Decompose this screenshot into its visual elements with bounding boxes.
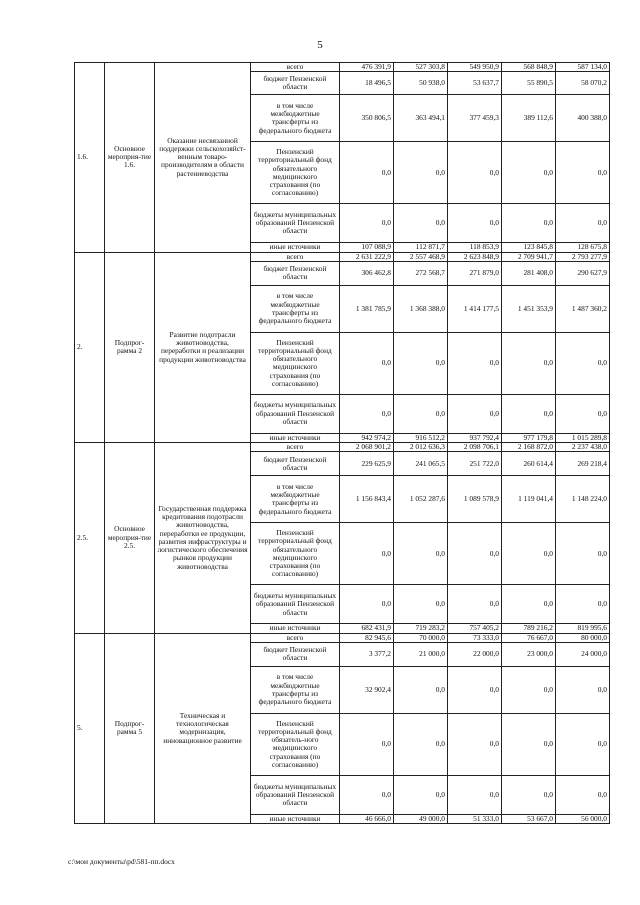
funding-amount: 128 675,8 (556, 243, 610, 252)
funding-amount: 107 088,9 (340, 243, 394, 252)
funding-amount: 0,0 (502, 204, 556, 243)
funding-amount: 24 000,0 (556, 642, 610, 666)
item-name: Техническая и технологическая модернизация, инновационное развитие (155, 633, 251, 824)
funding-amount: 0,0 (394, 394, 448, 433)
funding-amount: 0,0 (502, 775, 556, 814)
funding-amount: 70 000,0 (394, 633, 448, 642)
funding-source: бюджеты муниципальных образований Пензенской области (251, 394, 340, 433)
funding-amount: 0,0 (340, 142, 394, 204)
funding-amount: 2 068 901,2 (340, 443, 394, 452)
funding-source: Пензенский территориальный фонд обязательного медицинского страхования (по согласованию) (251, 142, 340, 204)
funding-amount: 0,0 (556, 713, 610, 775)
funding-amount: 0,0 (502, 666, 556, 713)
item-type: Основное мероприя-тие 1.6. (105, 63, 155, 253)
funding-amount: 0,0 (502, 332, 556, 394)
funding-amount: 1 414 177,5 (448, 285, 502, 332)
funding-amount: 527 303,8 (394, 63, 448, 72)
funding-amount: 53 637,7 (448, 72, 502, 95)
funding-source: всего (251, 63, 340, 72)
funding-amount: 1 052 287,6 (394, 476, 448, 523)
funding-amount: 377 459,3 (448, 95, 502, 142)
item-type: Основное мероприя-тие 2.5. (105, 443, 155, 634)
funding-amount: 82 945,6 (340, 633, 394, 642)
item-number: 2.5. (75, 443, 105, 634)
funding-amount: 977 179,8 (502, 433, 556, 442)
funding-amount: 476 391,9 (340, 63, 394, 72)
funding-amount: 0,0 (340, 332, 394, 394)
funding-amount: 0,0 (556, 523, 610, 585)
funding-amount: 251 722,0 (448, 452, 502, 476)
funding-amount: 1 015 289,8 (556, 433, 610, 442)
funding-amount: 49 000,0 (394, 814, 448, 823)
funding-source: бюджет Пензенской области (251, 642, 340, 666)
page-number: 5 (317, 39, 323, 51)
funding-amount: 2 793 277,9 (556, 252, 610, 261)
funding-amount: 0,0 (448, 332, 502, 394)
funding-amount: 241 065,5 (394, 452, 448, 476)
funding-amount: 682 431,9 (340, 624, 394, 633)
funding-amount: 1 089 578,9 (448, 476, 502, 523)
funding-amount: 0,0 (394, 142, 448, 204)
funding-amount: 229 625,9 (340, 452, 394, 476)
funding-amount: 260 614,4 (502, 452, 556, 476)
funding-amount: 56 000,0 (556, 814, 610, 823)
funding-amount: 50 938,0 (394, 72, 448, 95)
funding-amount: 112 871,7 (394, 243, 448, 252)
funding-amount: 46 666,0 (340, 814, 394, 823)
funding-amount: 0,0 (448, 523, 502, 585)
file-path-footer: c:\мои документы\pd\581-пп.docx (68, 857, 175, 866)
funding-amount: 400 388,0 (556, 95, 610, 142)
funding-amount: 0,0 (448, 666, 502, 713)
funding-amount: 2 168 872,0 (502, 443, 556, 452)
item-name: Оказание несвязанной поддержки сельскохозяйст-венным товаро-производителям в области растениеводства (155, 63, 251, 253)
funding-source: бюджеты муниципальных образований Пензенской области (251, 204, 340, 243)
funding-amount: 23 000,0 (502, 642, 556, 666)
funding-source: всего (251, 443, 340, 452)
funding-amount: 0,0 (448, 775, 502, 814)
funding-amount: 58 070,2 (556, 72, 610, 95)
funding-amount: 1 156 843,4 (340, 476, 394, 523)
funding-source: бюджет Пензенской области (251, 261, 340, 285)
funding-amount: 2 237 438,0 (556, 443, 610, 452)
funding-amount: 0,0 (340, 523, 394, 585)
funding-amount: 0,0 (340, 204, 394, 243)
funding-amount: 942 974,2 (340, 433, 394, 442)
funding-amount: 0,0 (394, 585, 448, 624)
funding-amount: 55 890,5 (502, 72, 556, 95)
funding-amount: 0,0 (340, 585, 394, 624)
funding-amount: 272 568,7 (394, 261, 448, 285)
funding-amount: 350 806,5 (340, 95, 394, 142)
funding-source: в том числе межбюджетные трансферты из федерального бюджета (251, 95, 340, 142)
funding-amount: 3 377,2 (340, 642, 394, 666)
funding-amount: 2 631 222,9 (340, 252, 394, 261)
funding-amount: 0,0 (502, 713, 556, 775)
funding-amount: 916 512,2 (394, 433, 448, 442)
funding-amount: 1 148 224,0 (556, 476, 610, 523)
funding-amount: 32 902,4 (340, 666, 394, 713)
funding-source: всего (251, 633, 340, 642)
funding-amount: 2 098 706,1 (448, 443, 502, 452)
funding-amount: 51 333,0 (448, 814, 502, 823)
funding-amount: 549 950,9 (448, 63, 502, 72)
funding-amount: 0,0 (556, 332, 610, 394)
funding-amount: 0,0 (340, 394, 394, 433)
funding-amount: 0,0 (394, 666, 448, 713)
funding-source: иные источники (251, 624, 340, 633)
funding-source: бюджет Пензенской области (251, 452, 340, 476)
funding-amount: 2 557 468,9 (394, 252, 448, 261)
funding-amount: 719 283,2 (394, 624, 448, 633)
table-row (75, 633, 610, 642)
funding-amount: 1 487 360,2 (556, 285, 610, 332)
funding-amount: 789 216,2 (502, 624, 556, 633)
funding-amount: 1 381 785,9 (340, 285, 394, 332)
funding-amount: 0,0 (394, 775, 448, 814)
funding-amount: 0,0 (394, 713, 448, 775)
funding-amount: 0,0 (394, 523, 448, 585)
funding-source: в том числе межбюджетные трансферты из федерального бюджета (251, 666, 340, 713)
funding-amount: 53 667,0 (502, 814, 556, 823)
funding-source: бюджеты муниципальных образований Пензенской области (251, 775, 340, 814)
funding-amount: 0,0 (448, 585, 502, 624)
funding-amount: 0,0 (394, 204, 448, 243)
funding-amount: 290 627,9 (556, 261, 610, 285)
funding-amount: 0,0 (556, 585, 610, 624)
funding-amount: 0,0 (448, 204, 502, 243)
funding-amount: 0,0 (502, 142, 556, 204)
funding-amount: 22 000,0 (448, 642, 502, 666)
table-row (75, 252, 610, 261)
funding-amount: 587 134,0 (556, 63, 610, 72)
funding-amount: 271 879,0 (448, 261, 502, 285)
funding-amount: 269 218,4 (556, 452, 610, 476)
item-number: 5. (75, 633, 105, 824)
funding-amount: 0,0 (340, 713, 394, 775)
funding-amount: 76 667,0 (502, 633, 556, 642)
funding-source: в том числе межбюджетные трансферты из федерального бюджета (251, 285, 340, 332)
funding-amount: 0,0 (340, 775, 394, 814)
funding-amount: 73 333,0 (448, 633, 502, 642)
funding-amount: 0,0 (556, 666, 610, 713)
funding-source: Пензенский территориальный фонд обязательного медицинского страхования (по согласованию) (251, 523, 340, 585)
funding-source: бюджет Пензенской области (251, 72, 340, 95)
funding-source: Пензенский территориальный фонд обязательного медицинского страхования (по согласованию) (251, 332, 340, 394)
funding-source: в том числе межбюджетные трансферты из федерального бюджета (251, 476, 340, 523)
funding-amount: 1 368 388,0 (394, 285, 448, 332)
item-number: 1.6. (75, 63, 105, 253)
funding-amount: 0,0 (502, 394, 556, 433)
funding-amount: 18 496,5 (340, 72, 394, 95)
funding-amount: 0,0 (394, 332, 448, 394)
funding-source: иные источники (251, 814, 340, 823)
funding-amount: 0,0 (556, 204, 610, 243)
item-name: Государственная поддержка кредитования подотрасли животноводства, переработки ее продукции, развития инфраструктуры и логистического обеспечения рынков продукции животноводства (155, 443, 251, 634)
funding-amount: 2 623 848,9 (448, 252, 502, 261)
item-name: Развитие подотрасли животноводства, переработки и реализации продукции животноводства (155, 252, 251, 443)
funding-amount: 281 408,0 (502, 261, 556, 285)
funding-amount: 1 451 353,9 (502, 285, 556, 332)
table-row (75, 443, 610, 452)
funding-table (74, 62, 610, 824)
item-type: Подпрог-рамма 2 (105, 252, 155, 443)
funding-amount: 0,0 (448, 713, 502, 775)
table-row (75, 63, 610, 72)
funding-amount: 1 119 041,4 (502, 476, 556, 523)
funding-source: всего (251, 252, 340, 261)
funding-amount: 0,0 (556, 775, 610, 814)
funding-amount: 0,0 (502, 585, 556, 624)
item-type: Подпрог-рамма 5 (105, 633, 155, 824)
funding-amount: 363 494,1 (394, 95, 448, 142)
funding-amount: 80 000,0 (556, 633, 610, 642)
funding-amount: 21 000,0 (394, 642, 448, 666)
funding-amount: 757 405,2 (448, 624, 502, 633)
funding-amount: 0,0 (448, 394, 502, 433)
item-number: 2. (75, 252, 105, 443)
funding-amount: 819 995,6 (556, 624, 610, 633)
funding-amount: 937 792,4 (448, 433, 502, 442)
funding-amount: 0,0 (448, 142, 502, 204)
funding-amount: 2 709 941,7 (502, 252, 556, 261)
funding-source: бюджеты муниципальных образований Пензенской области (251, 585, 340, 624)
funding-source: иные источники (251, 243, 340, 252)
funding-amount: 0,0 (502, 523, 556, 585)
funding-amount: 568 848,9 (502, 63, 556, 72)
funding-source: иные источники (251, 433, 340, 442)
funding-amount: 123 845,8 (502, 243, 556, 252)
funding-amount: 0,0 (556, 142, 610, 204)
funding-amount: 118 853,9 (448, 243, 502, 252)
funding-source: Пензенский территориальный фонд обязатель-ного медицинского страхования (по согласованию) (251, 713, 340, 775)
funding-amount: 306 462,8 (340, 261, 394, 285)
funding-amount: 389 112,6 (502, 95, 556, 142)
funding-amount: 2 012 636,3 (394, 443, 448, 452)
funding-amount: 0,0 (556, 394, 610, 433)
